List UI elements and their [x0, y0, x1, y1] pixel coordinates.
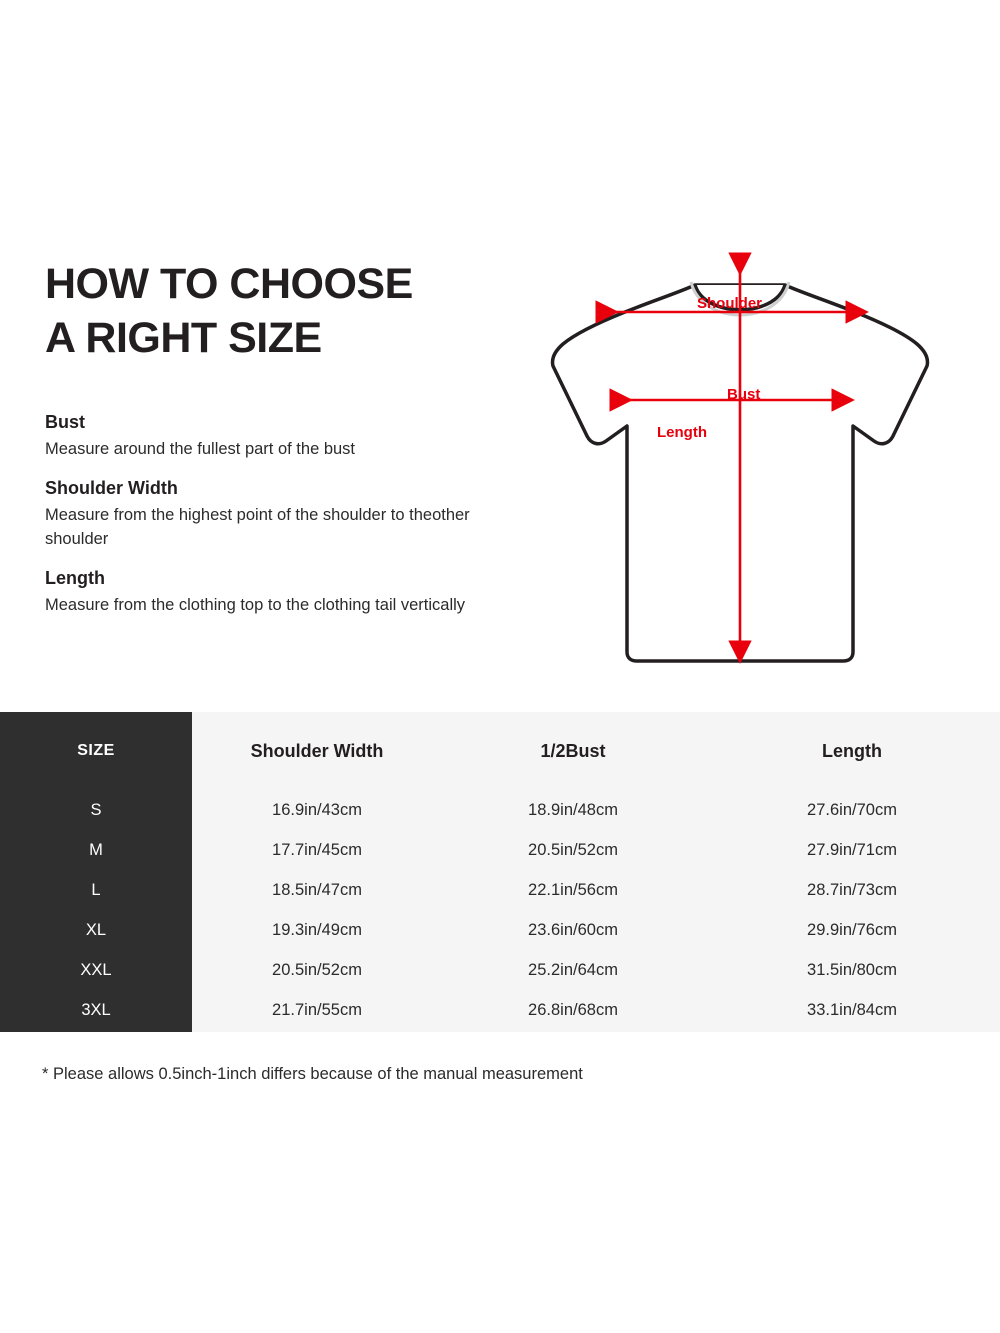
length-label: Length — [657, 424, 707, 441]
table-row — [0, 790, 1000, 830]
page-title-line2: A RIGHT SIZE — [45, 313, 322, 362]
cell-half-bust: 26.8in/68cm — [528, 1000, 618, 1019]
header-length: Length — [822, 740, 882, 761]
cell-half-bust: 25.2in/64cm — [528, 960, 618, 979]
definition-length-title: Length — [45, 567, 105, 588]
cell-shoulder-width: 16.9in/43cm — [272, 800, 362, 819]
bust-label: Bust — [727, 386, 761, 403]
cell-length: 27.9in/71cm — [807, 840, 897, 859]
cell-shoulder-width: 17.7in/45cm — [272, 840, 362, 859]
cell-shoulder-width: 19.3in/49cm — [272, 920, 362, 939]
cell-size: XXL — [80, 960, 112, 979]
definition-shoulder-width-text: Measure from the highest point of the shoulder to theother shoulder — [45, 505, 470, 548]
cell-length: 29.9in/76cm — [807, 920, 897, 939]
table-row — [0, 910, 1000, 950]
cell-shoulder-width: 21.7in/55cm — [272, 1000, 362, 1019]
cell-size: S — [90, 800, 102, 819]
cell-half-bust: 22.1in/56cm — [528, 880, 618, 899]
measurement-definitions — [45, 412, 495, 634]
definition-bust-title: Bust — [45, 412, 85, 432]
table-header-row — [0, 712, 1000, 790]
header-half-bust: 1/2Bust — [540, 740, 606, 761]
header-size: SIZE — [77, 742, 115, 759]
table-row — [0, 990, 1000, 1030]
definition-length-text: Measure from the clothing top to the clothing tail vertically — [45, 595, 466, 614]
measurement-note: * Please allows 0.5inch-1inch differs because of the manual measurement — [42, 1065, 583, 1083]
size-table-body — [0, 790, 1000, 1030]
cell-half-bust: 18.9in/48cm — [528, 800, 618, 819]
shoulder-label: Shoulder — [697, 295, 763, 312]
cell-length: 27.6in/70cm — [807, 800, 897, 819]
page-title — [45, 258, 515, 366]
definition-length — [45, 568, 495, 618]
cell-shoulder-width: 20.5in/52cm — [272, 960, 362, 979]
table-row — [0, 950, 1000, 990]
size-table — [0, 712, 1000, 1030]
cell-length: 28.7in/73cm — [807, 880, 897, 899]
definition-shoulder-width-title: Shoulder Width — [45, 477, 178, 498]
definition-bust — [45, 412, 495, 462]
definition-bust-text: Measure around the fullest part of the bust — [45, 440, 356, 458]
cell-size: 3XL — [81, 1000, 111, 1019]
header-shoulder-width: Shoulder Width — [250, 740, 384, 761]
table-row — [0, 870, 1000, 910]
table-row — [0, 830, 1000, 870]
cell-size: M — [89, 840, 103, 859]
cell-length: 31.5in/80cm — [807, 960, 897, 979]
cell-half-bust: 20.5in/52cm — [528, 840, 618, 859]
page-title-line1: HOW TO CHOOSE — [45, 260, 413, 308]
size-table-head — [0, 712, 1000, 790]
cell-size: XL — [85, 920, 107, 939]
cell-size: L — [91, 880, 101, 899]
cell-length: 33.1in/84cm — [807, 1000, 897, 1019]
cell-shoulder-width: 18.5in/47cm — [272, 880, 362, 899]
definition-shoulder-width — [45, 478, 495, 552]
tshirt-diagram — [505, 240, 975, 690]
cell-half-bust: 23.6in/60cm — [528, 920, 618, 939]
size-table-area — [0, 712, 1000, 1032]
